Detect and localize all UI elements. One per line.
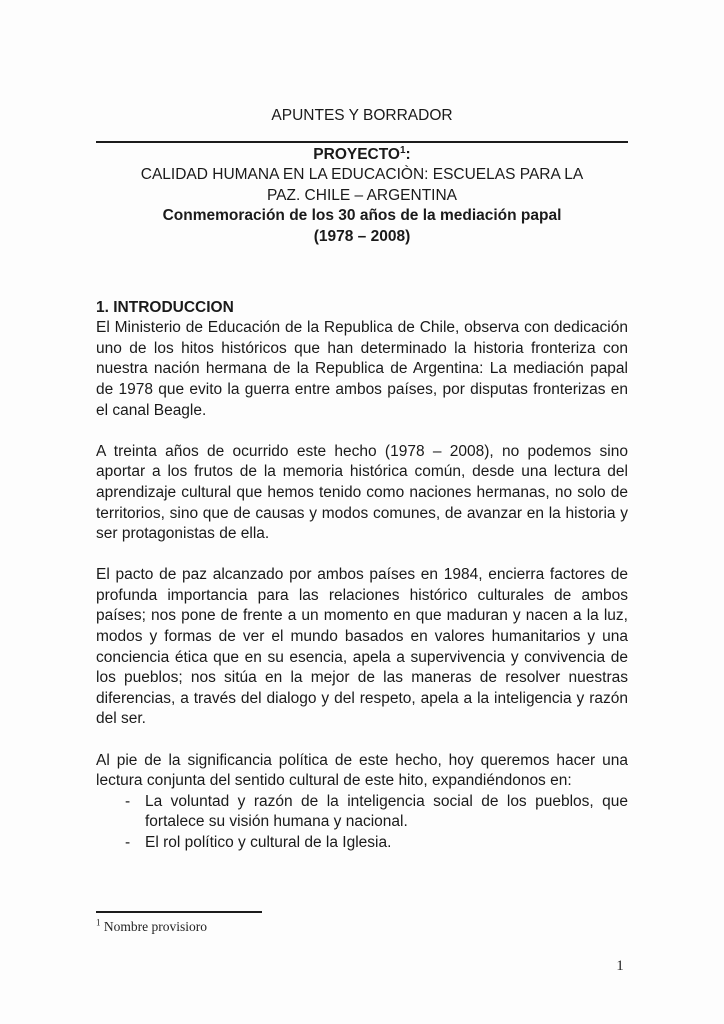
project-title-text: PROYECTO [313, 145, 400, 163]
page-number: 1 [616, 958, 624, 974]
footnote [96, 918, 496, 935]
footnote-text: Nombre provisioro [103, 919, 207, 934]
bullet-item-text: El rol político y cultural de la Iglesia. [145, 834, 392, 851]
list-item [96, 833, 628, 854]
project-title-colon: : [405, 145, 411, 163]
section-heading-introduccion: 1. INTRODUCCION [96, 298, 234, 316]
project-subtitle-line-1: CALIDAD HUMANA EN LA EDUCACIÒN: ESCUELAS PARA LA [140, 166, 584, 184]
commemoration-line-2: (1978 – 2008) [313, 227, 411, 245]
project-title [96, 145, 628, 166]
paragraph-4: Al pie de la significancia política de este hecho, hoy queremos hacer una lectura conjunta del sentido cultural de este hito, expandiéndonos en: [96, 751, 628, 790]
bullet-dash-marker: - [125, 792, 131, 810]
title-divider [96, 141, 628, 143]
project-subtitle-line-2: PAZ. CHILE – ARGENTINA [266, 186, 458, 204]
footnote-divider [96, 911, 262, 913]
list-item [96, 792, 628, 833]
footnote-marker: 1 [96, 917, 101, 928]
bullet-dash-marker: - [125, 834, 131, 851]
footnote-reference-marker: 1 [399, 144, 406, 156]
bullet-list [96, 792, 628, 854]
commemoration-line-1: Conmemoración de los 30 años de la mediación papal [162, 207, 562, 225]
paragraph-2: A treinta años de ocurrido este hecho (1978 – 2008), no podemos sino aportar a los frutos de la memoria histórica común, desde una lectura del aprendizaje cultural que hemos tenido como naciones hermanas, no solo de territorios, sino que de causas y modos comunes, de avanzar en la historia y ser protagonistas de ella. [96, 442, 628, 543]
paragraph-3: El pacto de paz alcanzado por ambos países en 1984, encierra factores de profunda importancia para las relaciones histórico culturales de ambos países; nos pone de frente a un momento en que maduran y nacen a la luz, modos y formas de ver el mundo basados en valores humanitarios y una conciencia ética que en su esencia, apela a supervivencia y convivencia de los pueblos; nos sitúa en la mejor de las maneras de resolver nuestras diferencias, a través del dialogo y del respeto, apela a la inteligencia y razón del ser. [96, 566, 628, 728]
paragraph-1: El Ministerio de Educación de la Republica de Chile, observa con dedicación uno de los hitos históricos que han determinado la historia fronteriza con nuestra nación hermana de la Republica de Argentina: La mediación papal de 1978 que evito la guerra entre ambos países, por disputas fronterizas en el canal Beagle. [96, 319, 628, 419]
bullet-item-text: La voluntad y razón de la inteligencia social de los pueblos, que fortalece su visión humana y nacional. [145, 792, 628, 831]
document-content [96, 106, 628, 854]
document-header-label: APUNTES Y BORRADOR [271, 107, 453, 124]
